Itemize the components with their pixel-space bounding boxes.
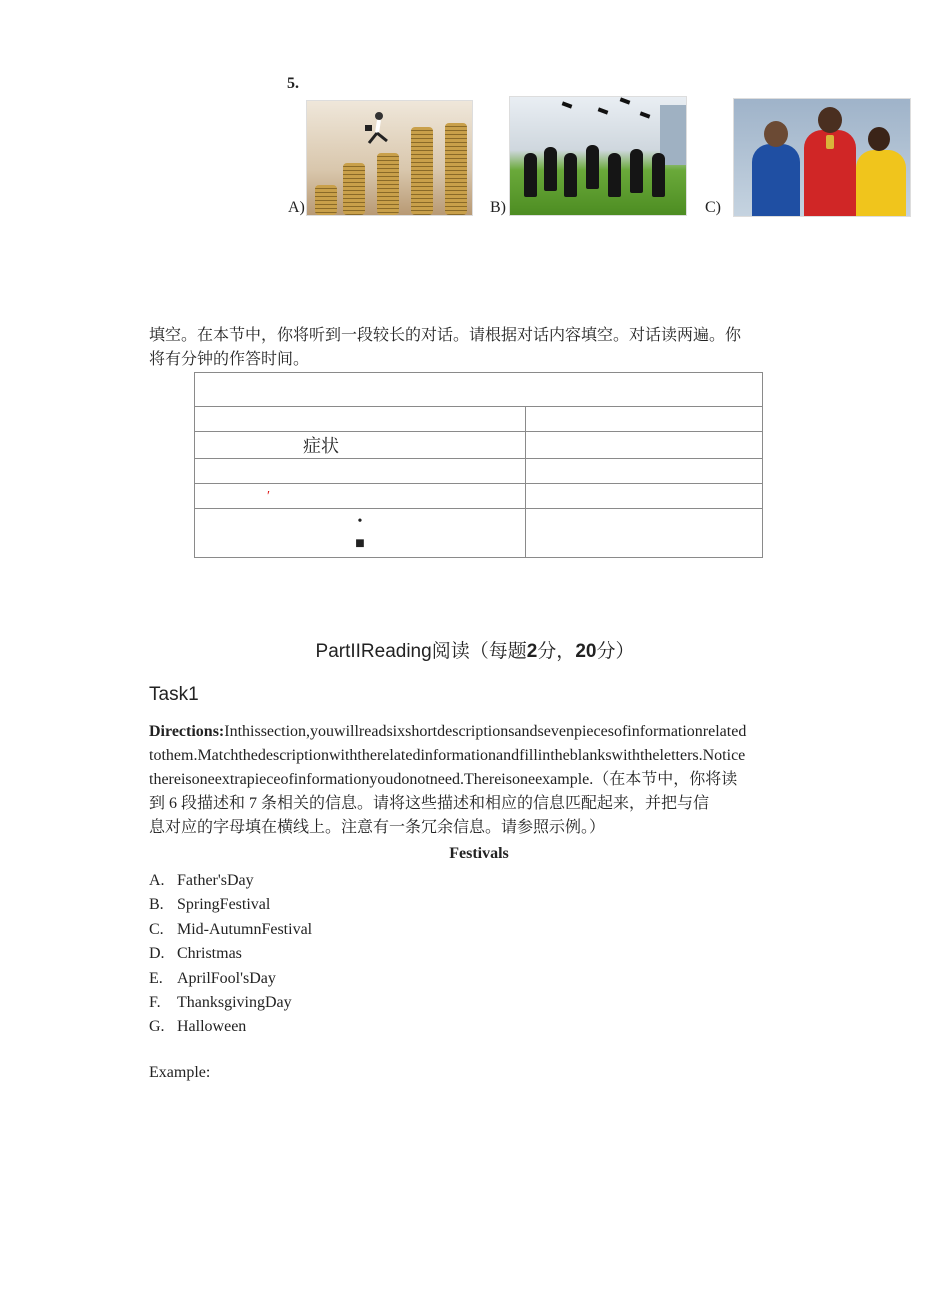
square-mark: ■: [355, 535, 365, 552]
directions: Directions:Inthissection,youwillreadsixshortdescriptionsandsevenpiecesofinformationrelated tothem.Matchthedescriptionwiththerelatedinformationandfillintheblankswiththeletters.Notice thereisoneextrapieceofinformationyoudonotneed.Thereisoneexample.（在本节中，你将读 到 6 段描述和 7 条相关的信息。请将这些描述和相应的信息匹配起来，并把与信 息对应的字母填在横线上。注意有一条冗余信息。请参照示例。）: [149, 723, 747, 836]
table-cell: [195, 484, 526, 509]
question-number: 5.: [287, 75, 299, 92]
answer-cell[interactable]: [526, 484, 763, 509]
list-item: F. ThanksgivingDay: [149, 994, 292, 1012]
festivals-title: Festivals: [449, 845, 509, 862]
red-tick-mark: ′: [267, 489, 271, 504]
graduates-jumping-image: [509, 96, 687, 216]
list-item: G. Halloween: [149, 1018, 247, 1036]
table-cell: [195, 509, 526, 558]
list-item: E. AprilFool'sDay: [149, 969, 276, 987]
option-c-label: C): [705, 199, 721, 216]
athletes-medals-image: [733, 98, 911, 217]
option-a-label: A): [288, 199, 305, 216]
task-title: Task1: [149, 684, 199, 705]
coins-stacks-businessman-image: [306, 100, 473, 216]
part-title: PartIIReading阅读（每题2分，20分）: [315, 641, 635, 662]
fill-in-table: [194, 372, 763, 558]
answer-cell[interactable]: [526, 432, 763, 459]
bullet-mark: •: [357, 514, 363, 529]
option-b-label: B): [490, 199, 506, 216]
festival-list: [149, 869, 312, 1040]
list-item: A. Father'sDay: [149, 872, 254, 889]
example-label: Example:: [149, 1064, 211, 1081]
list-item: D. Christmas: [149, 945, 242, 963]
answer-cell[interactable]: [526, 509, 763, 558]
table-cell: [195, 407, 526, 432]
list-item: C. Mid-AutumnFestival: [149, 920, 313, 938]
table-header-cell: [195, 373, 763, 407]
answer-cell[interactable]: [526, 407, 763, 432]
list-item: B. SpringFestival: [149, 896, 271, 914]
listening-instruction-line1: 填空。在本节中，你将听到一段较长的对话。请根据对话内容填空。对话读两遍。你: [149, 327, 742, 344]
symptom-label: 症状: [195, 432, 526, 459]
answer-cell[interactable]: [526, 459, 763, 484]
table-cell: [195, 459, 526, 484]
listening-instruction-line2: 将有分钟的作答时间。: [149, 351, 310, 368]
